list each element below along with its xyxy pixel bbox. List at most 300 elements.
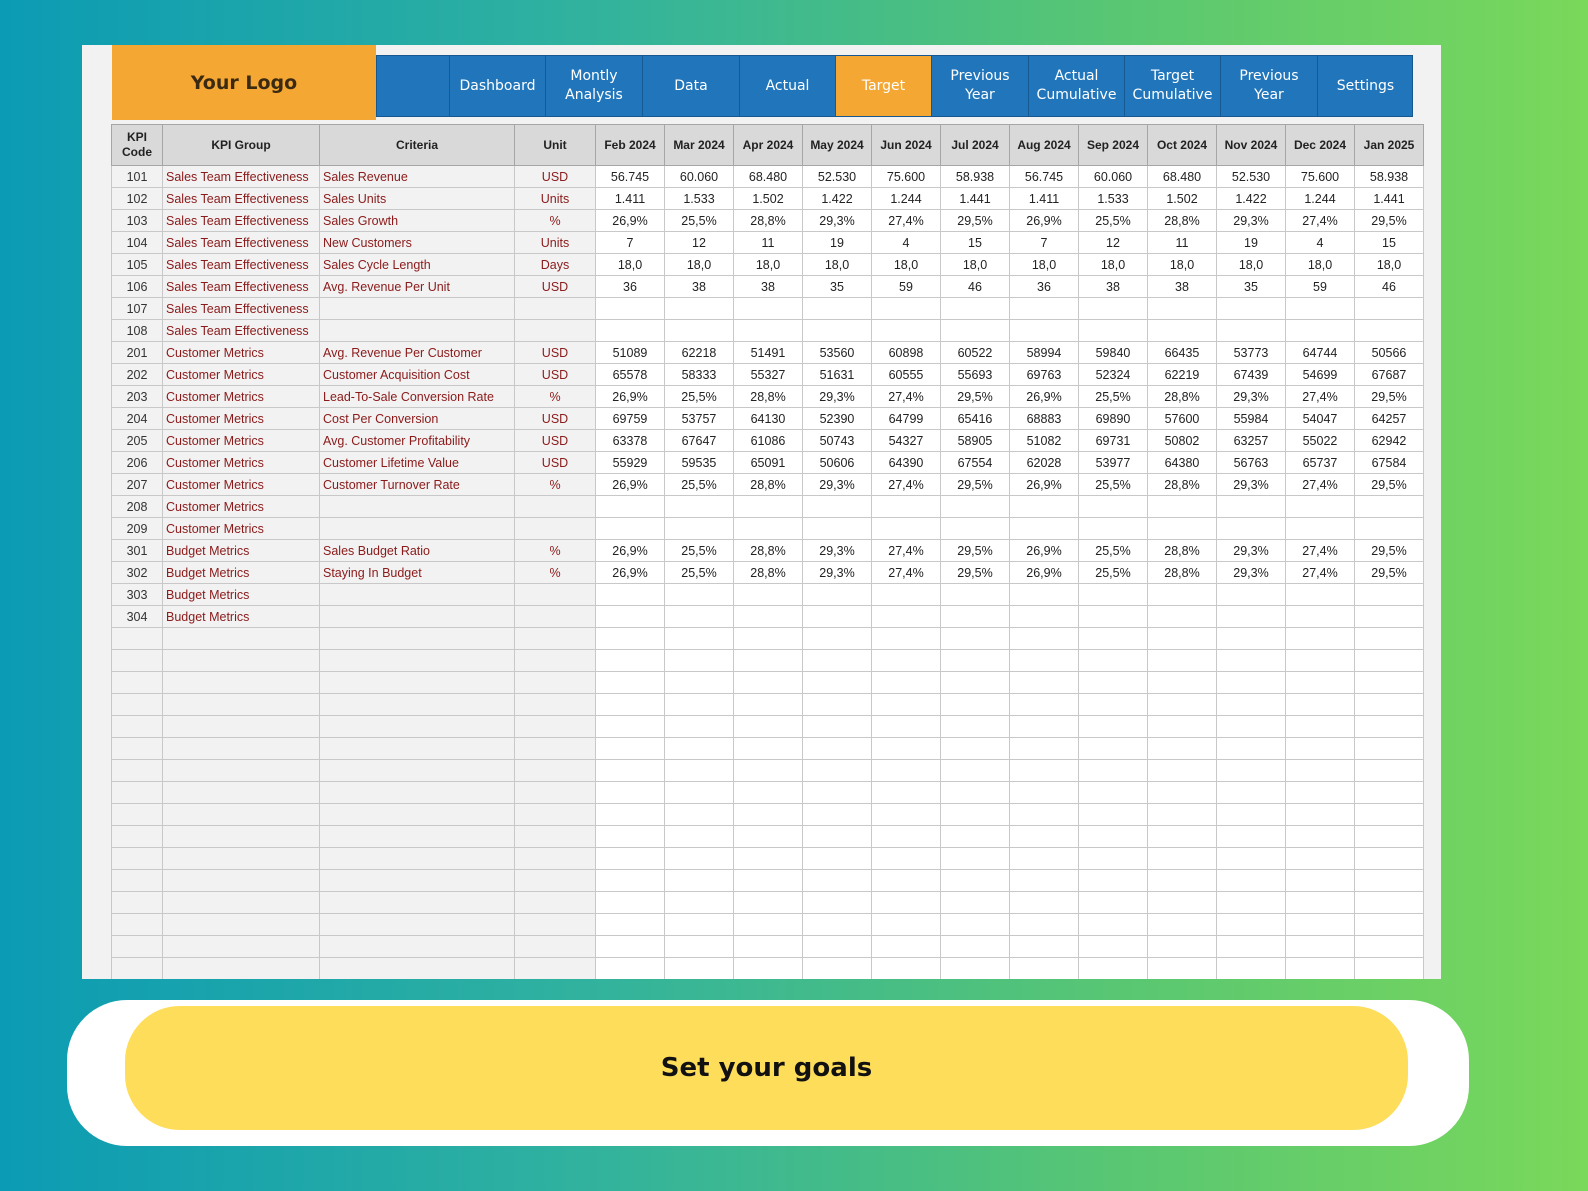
table-cell[interactable] (1148, 914, 1217, 936)
table-cell[interactable] (1355, 628, 1424, 650)
table-cell[interactable] (734, 672, 803, 694)
table-cell[interactable] (1286, 606, 1355, 628)
table-cell[interactable] (1286, 628, 1355, 650)
table-cell[interactable]: 28,8% (734, 386, 803, 408)
table-cell[interactable] (1079, 870, 1148, 892)
table-cell[interactable] (112, 716, 163, 738)
table-cell[interactable] (1217, 782, 1286, 804)
table-cell[interactable] (1355, 650, 1424, 672)
table-cell[interactable] (1148, 826, 1217, 848)
table-cell[interactable]: Budget Metrics (163, 540, 320, 562)
table-cell[interactable] (803, 694, 872, 716)
table-cell[interactable]: Sales Cycle Length (320, 254, 515, 276)
table-cell[interactable] (596, 584, 665, 606)
table-cell[interactable]: 64799 (872, 408, 941, 430)
table-cell[interactable] (941, 628, 1010, 650)
table-cell[interactable]: 102 (112, 188, 163, 210)
table-cell[interactable] (734, 606, 803, 628)
table-cell[interactable] (665, 584, 734, 606)
table-cell[interactable] (872, 694, 941, 716)
table-cell[interactable]: 27,4% (872, 386, 941, 408)
table-cell[interactable]: 53757 (665, 408, 734, 430)
table-cell[interactable]: 29,5% (1355, 210, 1424, 232)
table-cell[interactable]: 27,4% (1286, 474, 1355, 496)
table-cell[interactable] (320, 606, 515, 628)
table-cell[interactable] (515, 760, 596, 782)
table-cell[interactable] (1217, 870, 1286, 892)
table-cell[interactable] (1010, 782, 1079, 804)
table-cell[interactable] (665, 606, 734, 628)
table-cell[interactable]: 65091 (734, 452, 803, 474)
table-cell[interactable] (734, 760, 803, 782)
table-cell[interactable] (1355, 320, 1424, 342)
table-cell[interactable]: 36 (596, 276, 665, 298)
table-cell[interactable]: Customer Lifetime Value (320, 452, 515, 474)
table-cell[interactable]: 28,8% (734, 474, 803, 496)
table-cell[interactable]: 27,4% (1286, 562, 1355, 584)
table-cell[interactable] (1217, 738, 1286, 760)
table-cell[interactable]: 29,5% (1355, 562, 1424, 584)
table-cell[interactable] (1286, 672, 1355, 694)
table-cell[interactable] (1217, 518, 1286, 540)
table-cell[interactable] (163, 738, 320, 760)
table-cell[interactable] (1148, 694, 1217, 716)
table-cell[interactable]: 55984 (1217, 408, 1286, 430)
table-cell[interactable]: 12 (665, 232, 734, 254)
table-cell[interactable] (596, 628, 665, 650)
table-cell[interactable] (320, 584, 515, 606)
table-cell[interactable] (665, 518, 734, 540)
table-cell[interactable]: 62218 (665, 342, 734, 364)
table-cell[interactable]: 18,0 (1217, 254, 1286, 276)
table-cell[interactable]: 55929 (596, 452, 665, 474)
table-cell[interactable]: 52324 (1079, 364, 1148, 386)
table-cell[interactable] (665, 672, 734, 694)
table-cell[interactable] (1355, 760, 1424, 782)
table-cell[interactable] (872, 628, 941, 650)
nav-tab-montly-analysis[interactable]: Montly Analysis (545, 56, 642, 116)
table-cell[interactable] (320, 298, 515, 320)
table-cell[interactable] (734, 694, 803, 716)
table-cell[interactable]: 75.600 (872, 166, 941, 188)
table-cell[interactable]: 4 (872, 232, 941, 254)
table-cell[interactable] (1010, 958, 1079, 980)
table-cell[interactable] (1148, 672, 1217, 694)
table-cell[interactable]: 38 (665, 276, 734, 298)
table-cell[interactable] (734, 496, 803, 518)
table-cell[interactable]: Customer Metrics (163, 452, 320, 474)
table-cell[interactable] (1148, 892, 1217, 914)
table-cell[interactable]: Avg. Customer Profitability (320, 430, 515, 452)
table-cell[interactable] (665, 936, 734, 958)
table-cell[interactable] (665, 914, 734, 936)
table-cell[interactable]: 1.411 (1010, 188, 1079, 210)
table-cell[interactable] (665, 628, 734, 650)
table-cell[interactable] (163, 826, 320, 848)
table-cell[interactable]: 35 (803, 276, 872, 298)
table-cell[interactable]: 60.060 (1079, 166, 1148, 188)
table-cell[interactable] (872, 496, 941, 518)
table-cell[interactable]: 29,5% (941, 562, 1010, 584)
table-cell[interactable] (1355, 914, 1424, 936)
table-cell[interactable] (803, 628, 872, 650)
table-cell[interactable] (1217, 672, 1286, 694)
table-cell[interactable]: 29,5% (941, 210, 1010, 232)
table-cell[interactable] (1010, 914, 1079, 936)
table-cell[interactable] (1355, 782, 1424, 804)
table-cell[interactable] (1148, 650, 1217, 672)
table-cell[interactable] (1010, 694, 1079, 716)
table-cell[interactable]: 51631 (803, 364, 872, 386)
table-cell[interactable] (941, 914, 1010, 936)
table-cell[interactable] (941, 606, 1010, 628)
table-cell[interactable]: 68.480 (1148, 166, 1217, 188)
table-cell[interactable]: 29,3% (1217, 540, 1286, 562)
table-cell[interactable]: Customer Acquisition Cost (320, 364, 515, 386)
table-cell[interactable] (163, 936, 320, 958)
table-cell[interactable]: 29,3% (803, 562, 872, 584)
table-cell[interactable] (941, 738, 1010, 760)
table-cell[interactable]: 60522 (941, 342, 1010, 364)
table-cell[interactable] (872, 804, 941, 826)
table-cell[interactable] (1010, 298, 1079, 320)
table-cell[interactable] (1079, 298, 1148, 320)
table-cell[interactable]: 1.533 (1079, 188, 1148, 210)
table-cell[interactable] (1010, 892, 1079, 914)
table-cell[interactable] (803, 716, 872, 738)
table-cell[interactable] (515, 914, 596, 936)
table-cell[interactable] (734, 826, 803, 848)
table-cell[interactable] (1286, 826, 1355, 848)
table-cell[interactable]: % (515, 386, 596, 408)
table-cell[interactable]: 28,8% (1148, 386, 1217, 408)
table-cell[interactable]: 38 (1148, 276, 1217, 298)
table-cell[interactable] (515, 320, 596, 342)
table-cell[interactable] (163, 650, 320, 672)
table-cell[interactable] (163, 672, 320, 694)
table-cell[interactable]: 28,8% (1148, 474, 1217, 496)
table-cell[interactable] (1148, 738, 1217, 760)
table-cell[interactable] (320, 496, 515, 518)
table-cell[interactable] (734, 870, 803, 892)
table-cell[interactable] (1355, 518, 1424, 540)
table-cell[interactable]: Staying In Budget (320, 562, 515, 584)
table-cell[interactable] (665, 716, 734, 738)
table-cell[interactable] (872, 870, 941, 892)
table-cell[interactable] (112, 650, 163, 672)
table-cell[interactable] (803, 782, 872, 804)
table-cell[interactable]: 62028 (1010, 452, 1079, 474)
table-cell[interactable]: 29,3% (803, 210, 872, 232)
table-cell[interactable] (872, 738, 941, 760)
table-cell[interactable] (1079, 518, 1148, 540)
table-cell[interactable] (163, 848, 320, 870)
table-cell[interactable] (1217, 892, 1286, 914)
table-cell[interactable] (163, 782, 320, 804)
table-cell[interactable]: 103 (112, 210, 163, 232)
table-cell[interactable] (1010, 320, 1079, 342)
table-cell[interactable] (1286, 496, 1355, 518)
table-cell[interactable] (1010, 650, 1079, 672)
table-cell[interactable] (1286, 320, 1355, 342)
table-cell[interactable] (803, 892, 872, 914)
table-cell[interactable]: 1.422 (1217, 188, 1286, 210)
table-cell[interactable] (515, 584, 596, 606)
table-cell[interactable] (872, 320, 941, 342)
table-cell[interactable]: 27,4% (1286, 386, 1355, 408)
table-cell[interactable] (803, 496, 872, 518)
table-cell[interactable] (665, 738, 734, 760)
table-cell[interactable]: 18,0 (1148, 254, 1217, 276)
table-cell[interactable] (1217, 716, 1286, 738)
table-cell[interactable] (1079, 892, 1148, 914)
table-cell[interactable] (320, 650, 515, 672)
table-cell[interactable] (1079, 804, 1148, 826)
table-cell[interactable] (1355, 716, 1424, 738)
table-cell[interactable]: 1.533 (665, 188, 734, 210)
table-cell[interactable] (941, 760, 1010, 782)
table-cell[interactable] (112, 870, 163, 892)
table-cell[interactable] (1010, 606, 1079, 628)
nav-tab-actual-cumulative[interactable]: Actual Cumulative (1028, 56, 1124, 116)
table-cell[interactable] (1286, 914, 1355, 936)
table-cell[interactable]: Customer Metrics (163, 386, 320, 408)
table-cell[interactable] (163, 694, 320, 716)
table-cell[interactable] (1355, 892, 1424, 914)
table-cell[interactable] (1010, 826, 1079, 848)
table-cell[interactable] (596, 606, 665, 628)
table-cell[interactable] (596, 958, 665, 980)
table-cell[interactable]: 66435 (1148, 342, 1217, 364)
table-cell[interactable]: 46 (1355, 276, 1424, 298)
table-cell[interactable] (734, 804, 803, 826)
table-cell[interactable]: 25,5% (665, 474, 734, 496)
table-cell[interactable]: New Customers (320, 232, 515, 254)
table-cell[interactable] (320, 804, 515, 826)
table-cell[interactable] (1355, 606, 1424, 628)
table-cell[interactable]: 69763 (1010, 364, 1079, 386)
table-cell[interactable]: Customer Metrics (163, 408, 320, 430)
table-cell[interactable] (941, 694, 1010, 716)
table-cell[interactable] (596, 826, 665, 848)
table-cell[interactable] (665, 782, 734, 804)
table-cell[interactable] (163, 804, 320, 826)
table-cell[interactable] (112, 760, 163, 782)
nav-tab-settings[interactable]: Settings (1317, 56, 1413, 116)
table-cell[interactable]: 18,0 (872, 254, 941, 276)
table-cell[interactable] (941, 892, 1010, 914)
table-cell[interactable] (1217, 958, 1286, 980)
table-cell[interactable]: Days (515, 254, 596, 276)
table-cell[interactable] (1355, 848, 1424, 870)
table-cell[interactable]: 46 (941, 276, 1010, 298)
table-cell[interactable]: 64380 (1148, 452, 1217, 474)
table-cell[interactable] (515, 958, 596, 980)
table-cell[interactable]: 15 (941, 232, 1010, 254)
table-cell[interactable] (803, 650, 872, 672)
table-cell[interactable] (734, 628, 803, 650)
table-cell[interactable] (515, 892, 596, 914)
table-cell[interactable] (803, 760, 872, 782)
table-cell[interactable] (872, 760, 941, 782)
table-cell[interactable] (1010, 518, 1079, 540)
table-cell[interactable] (1010, 738, 1079, 760)
table-cell[interactable]: 27,4% (872, 562, 941, 584)
table-cell[interactable] (515, 738, 596, 760)
table-cell[interactable]: 59 (1286, 276, 1355, 298)
table-cell[interactable] (1355, 584, 1424, 606)
table-cell[interactable] (515, 518, 596, 540)
table-cell[interactable]: 18,0 (1010, 254, 1079, 276)
nav-tab-previous-year[interactable]: Previous Year (1220, 56, 1317, 116)
table-cell[interactable]: 1.441 (941, 188, 1010, 210)
table-cell[interactable]: 107 (112, 298, 163, 320)
table-cell[interactable] (803, 738, 872, 760)
table-cell[interactable]: 59840 (1079, 342, 1148, 364)
table-cell[interactable] (941, 936, 1010, 958)
table-cell[interactable]: Avg. Revenue Per Unit (320, 276, 515, 298)
table-cell[interactable] (941, 958, 1010, 980)
table-cell[interactable]: 11 (734, 232, 803, 254)
table-cell[interactable] (1286, 584, 1355, 606)
table-cell[interactable] (941, 672, 1010, 694)
table-cell[interactable]: 4 (1286, 232, 1355, 254)
table-cell[interactable]: 1.441 (1355, 188, 1424, 210)
table-cell[interactable] (163, 716, 320, 738)
table-cell[interactable]: 29,5% (1355, 540, 1424, 562)
table-cell[interactable] (112, 914, 163, 936)
table-cell[interactable] (803, 958, 872, 980)
table-cell[interactable] (803, 914, 872, 936)
table-cell[interactable] (596, 804, 665, 826)
table-cell[interactable]: 75.600 (1286, 166, 1355, 188)
table-cell[interactable]: 56.745 (596, 166, 665, 188)
table-cell[interactable] (1148, 958, 1217, 980)
table-cell[interactable] (1217, 760, 1286, 782)
table-cell[interactable] (320, 848, 515, 870)
table-cell[interactable]: 18,0 (1079, 254, 1148, 276)
table-cell[interactable]: 64257 (1355, 408, 1424, 430)
table-cell[interactable]: 58905 (941, 430, 1010, 452)
table-cell[interactable]: 25,5% (1079, 540, 1148, 562)
table-cell[interactable] (163, 958, 320, 980)
table-cell[interactable] (112, 738, 163, 760)
table-cell[interactable] (1355, 826, 1424, 848)
table-cell[interactable]: 29,3% (803, 474, 872, 496)
table-cell[interactable] (1148, 848, 1217, 870)
table-cell[interactable] (596, 496, 665, 518)
table-cell[interactable]: 302 (112, 562, 163, 584)
table-cell[interactable] (803, 606, 872, 628)
table-cell[interactable]: 53773 (1217, 342, 1286, 364)
table-cell[interactable]: 55022 (1286, 430, 1355, 452)
table-cell[interactable] (1217, 606, 1286, 628)
table-cell[interactable] (872, 848, 941, 870)
table-cell[interactable]: 25,5% (665, 540, 734, 562)
table-cell[interactable]: 18,0 (596, 254, 665, 276)
table-cell[interactable] (734, 892, 803, 914)
table-cell[interactable] (1148, 518, 1217, 540)
table-cell[interactable] (320, 936, 515, 958)
table-cell[interactable]: 58333 (665, 364, 734, 386)
table-cell[interactable] (112, 826, 163, 848)
table-cell[interactable]: 28,8% (734, 562, 803, 584)
table-cell[interactable]: 1.244 (872, 188, 941, 210)
table-cell[interactable] (1286, 804, 1355, 826)
table-cell[interactable]: 206 (112, 452, 163, 474)
table-cell[interactable] (872, 782, 941, 804)
table-cell[interactable] (734, 518, 803, 540)
table-cell[interactable]: 68.480 (734, 166, 803, 188)
table-cell[interactable] (320, 892, 515, 914)
table-cell[interactable] (1355, 694, 1424, 716)
table-cell[interactable] (112, 892, 163, 914)
table-cell[interactable]: 28,8% (734, 540, 803, 562)
table-cell[interactable] (515, 298, 596, 320)
table-cell[interactable] (1148, 320, 1217, 342)
table-cell[interactable] (941, 496, 1010, 518)
table-cell[interactable]: 62942 (1355, 430, 1424, 452)
table-cell[interactable] (320, 518, 515, 540)
table-cell[interactable]: 50743 (803, 430, 872, 452)
table-cell[interactable]: 67554 (941, 452, 1010, 474)
table-cell[interactable]: 1.502 (734, 188, 803, 210)
table-cell[interactable] (803, 936, 872, 958)
table-cell[interactable] (1079, 782, 1148, 804)
table-cell[interactable] (515, 870, 596, 892)
table-cell[interactable]: 207 (112, 474, 163, 496)
table-cell[interactable] (1010, 628, 1079, 650)
table-cell[interactable] (1079, 606, 1148, 628)
table-cell[interactable] (320, 320, 515, 342)
table-cell[interactable]: 53560 (803, 342, 872, 364)
table-cell[interactable]: 52.530 (1217, 166, 1286, 188)
table-cell[interactable]: 58.938 (1355, 166, 1424, 188)
table-cell[interactable]: 29,5% (1355, 386, 1424, 408)
table-cell[interactable] (1148, 298, 1217, 320)
table-cell[interactable] (1148, 782, 1217, 804)
table-cell[interactable]: 28,8% (1148, 540, 1217, 562)
nav-tab-target-cumulative[interactable]: Target Cumulative (1124, 56, 1220, 116)
table-cell[interactable]: 53977 (1079, 452, 1148, 474)
nav-tab-dashboard[interactable]: Dashboard (449, 56, 545, 116)
table-cell[interactable]: Lead-To-Sale Conversion Rate (320, 386, 515, 408)
table-cell[interactable] (1079, 672, 1148, 694)
table-cell[interactable]: USD (515, 166, 596, 188)
table-cell[interactable] (803, 320, 872, 342)
table-cell[interactable]: 62219 (1148, 364, 1217, 386)
table-cell[interactable] (596, 672, 665, 694)
table-cell[interactable]: 29,3% (803, 540, 872, 562)
table-cell[interactable] (665, 496, 734, 518)
table-cell[interactable]: Sales Revenue (320, 166, 515, 188)
table-cell[interactable] (112, 782, 163, 804)
table-cell[interactable]: 18,0 (803, 254, 872, 276)
table-cell[interactable]: 201 (112, 342, 163, 364)
table-cell[interactable] (1217, 804, 1286, 826)
table-cell[interactable] (1286, 298, 1355, 320)
table-cell[interactable]: 26,9% (1010, 540, 1079, 562)
table-cell[interactable]: 301 (112, 540, 163, 562)
table-cell[interactable]: 59 (872, 276, 941, 298)
table-cell[interactable] (734, 650, 803, 672)
table-cell[interactable]: 101 (112, 166, 163, 188)
table-cell[interactable] (1010, 496, 1079, 518)
table-cell[interactable]: Customer Metrics (163, 496, 320, 518)
table-cell[interactable] (1079, 694, 1148, 716)
table-cell[interactable] (1079, 320, 1148, 342)
table-cell[interactable] (1217, 694, 1286, 716)
